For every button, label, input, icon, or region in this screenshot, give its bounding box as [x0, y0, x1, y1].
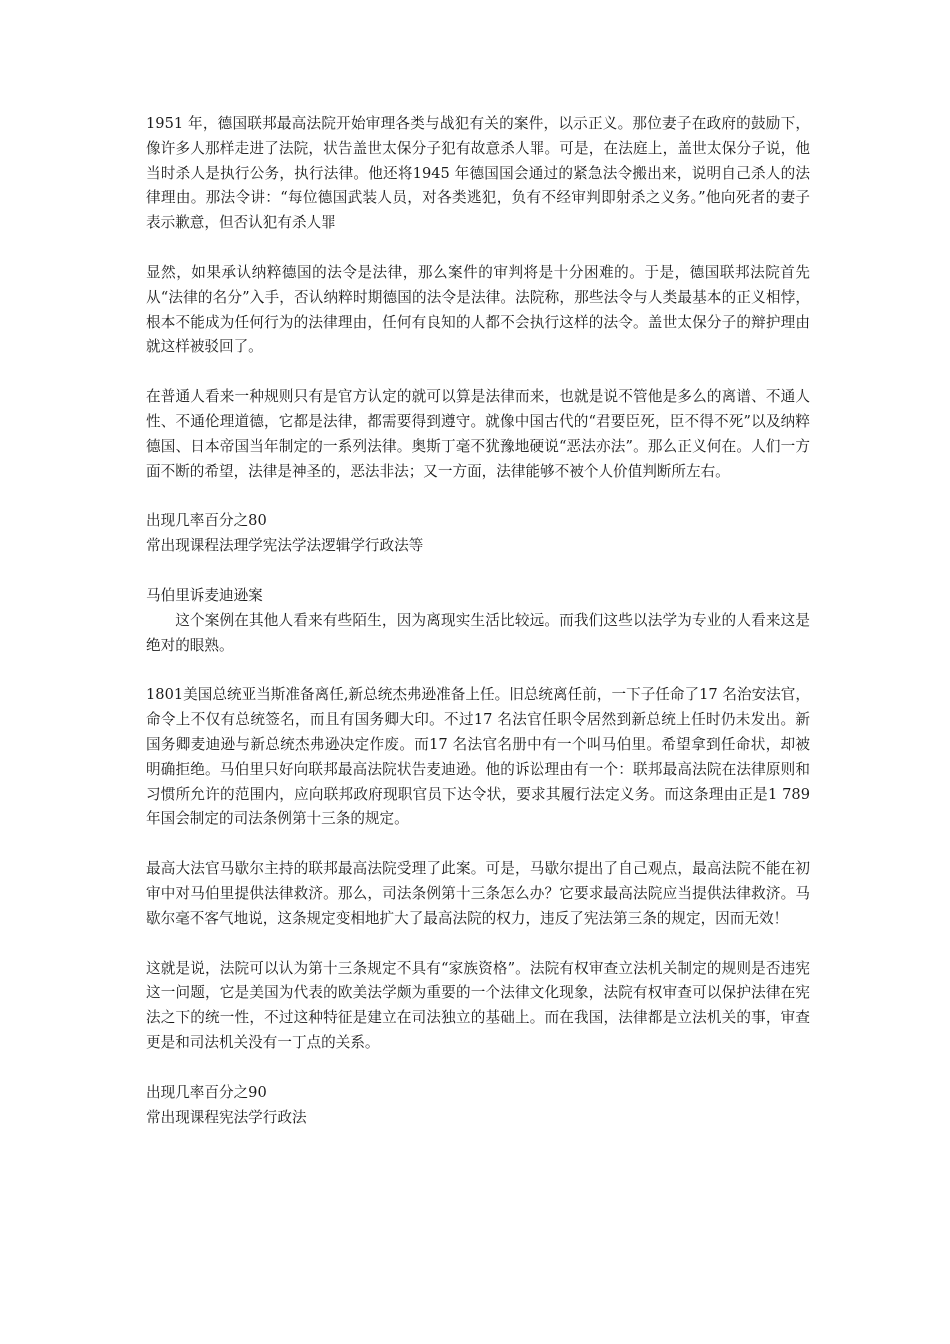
- paragraph-gap: [146, 832, 810, 857]
- case-title: 马伯里诉麦迪逊案: [146, 586, 263, 604]
- paragraph-gestapo-trial: 1951 年，德国联邦最高法院开始审理各类与战犯有关的案件，以示正义。那位妻子在政府的鼓励下，像许多人那样走进了法院，状告盖世太保分子犯有故意杀人罪。可是，在法庭上，盖世太保分子说，他当时杀人是执行公务，执行法律。他还将1945 年德国国会通过的紧急法令搬出来，说明自己杀人的法律理由。那法令讲：“每位德国武装人员，对各类逃犯，负有不经审判即射杀之义务。”他向死者的妻子表示歉意，但否认犯有杀人罪: [146, 115, 810, 232]
- paragraph-marbury-facts: 1801美国总统亚当斯准备离任,新总统杰弗逊准备上任。旧总统离任前，一下子任命了17 名治安法官，命令上不仅有总统签名，而且有国务卿大印。不过17 名法官任职令居然到新总统上任时仍未发出。新国务卿麦迪逊与新总统杰弗逊决定作废。而17 名法官名册中有一个叫马伯里。希望拿到任命状，却被明确拒绝。马伯里只好向联邦最高法院状告麦迪逊。他的诉讼理由有一个：联邦最高法院在法律原则和习惯所允许的范围内，应向联邦政府现职官员下达令状，要求其履行法定义务。而这条理由正是1 789 年国会制定的司法条例第十三条的规定。: [146, 686, 810, 828]
- common-courses-note: 常出现课程法理学宪法学法逻辑学行政法等: [146, 537, 424, 555]
- paragraph-marshall-ruling: 最高大法官马歇尔主持的联邦最高法院受理了此案。可是，马歇尔提出了自己观点，最高法院不能在初审中对马伯里提供法律救济。那么，司法条例第十三条怎么办？它要求最高法院应当提供法律救济。马歇尔毫不客气地说，这条规定变相地扩大了最高法院的权力，违反了宪法第三条的规定，因而无效！: [146, 860, 810, 927]
- paragraph-bad-law-is-law: 在普通人看来一种规则只有是官方认定的就可以算是法律而来，也就是说不管他是多么的离谱、不通人性、不通伦理道德，它都是法律，都需要得到遵守。就像中国古代的“君要臣死，臣不得不死”以及纳粹德国、日本帝国当年制定的一系列法律。奥斯丁毫不犹豫地硬说“恶法亦法”。那么正义何在。人们一方面不断的希望，法律是神圣的，恶法非法；又一方面，法律能够不被个人价值判断所左右。: [146, 388, 810, 480]
- paragraph-gap: [146, 559, 810, 584]
- occurrence-rate-note: 出现几率百分之90: [146, 1083, 267, 1101]
- document-page: [146, 112, 810, 1130]
- paragraph-gap: [146, 1056, 810, 1081]
- paragraph-gap: [146, 360, 810, 385]
- paragraph-gap: [146, 658, 810, 683]
- paragraph-gap: [146, 236, 810, 261]
- paragraph-nazi-law-rejected: 显然，如果承认纳粹德国的法令是法律，那么案件的审判将是十分困难的。于是，德国联邦法院首先从“法律的名分”入手，否认纳粹时期德国的法令是法律。法院称，那些法令与人类最基本的正义相悖，根本不能成为任何行为的法律理由，任何有良知的人都不会执行这样的法令。盖世太保分子的辩护理由就这样被驳回了。: [146, 263, 810, 356]
- common-courses-note: 常出现课程宪法学行政法: [146, 1108, 307, 1126]
- case-intro: 这个案例在其他人看来有些陌生，因为离现实生活比较远。而我们这些以法学为专业的人看来这是绝对的眼熟。: [146, 611, 810, 654]
- paragraph-judicial-review: 这就是说，法院可以认为第十三条规定不具有“家族资格”。法院有权审查立法机关制定的规则是否违宪这一问题，它是美国为代表的欧美法学颇为重要的一个法律文化现象，法院有权审查可以保护法律在宪法之下的统一性，不过这种特征是建立在司法独立的基础上。而在我国，法律都是立法机关的事，审查更是和司法机关没有一丁点的关系。: [146, 959, 810, 1051]
- occurrence-rate-note: 出现几率百分之80: [146, 512, 267, 530]
- paragraph-gap: [146, 484, 810, 509]
- paragraph-gap: [146, 932, 810, 957]
